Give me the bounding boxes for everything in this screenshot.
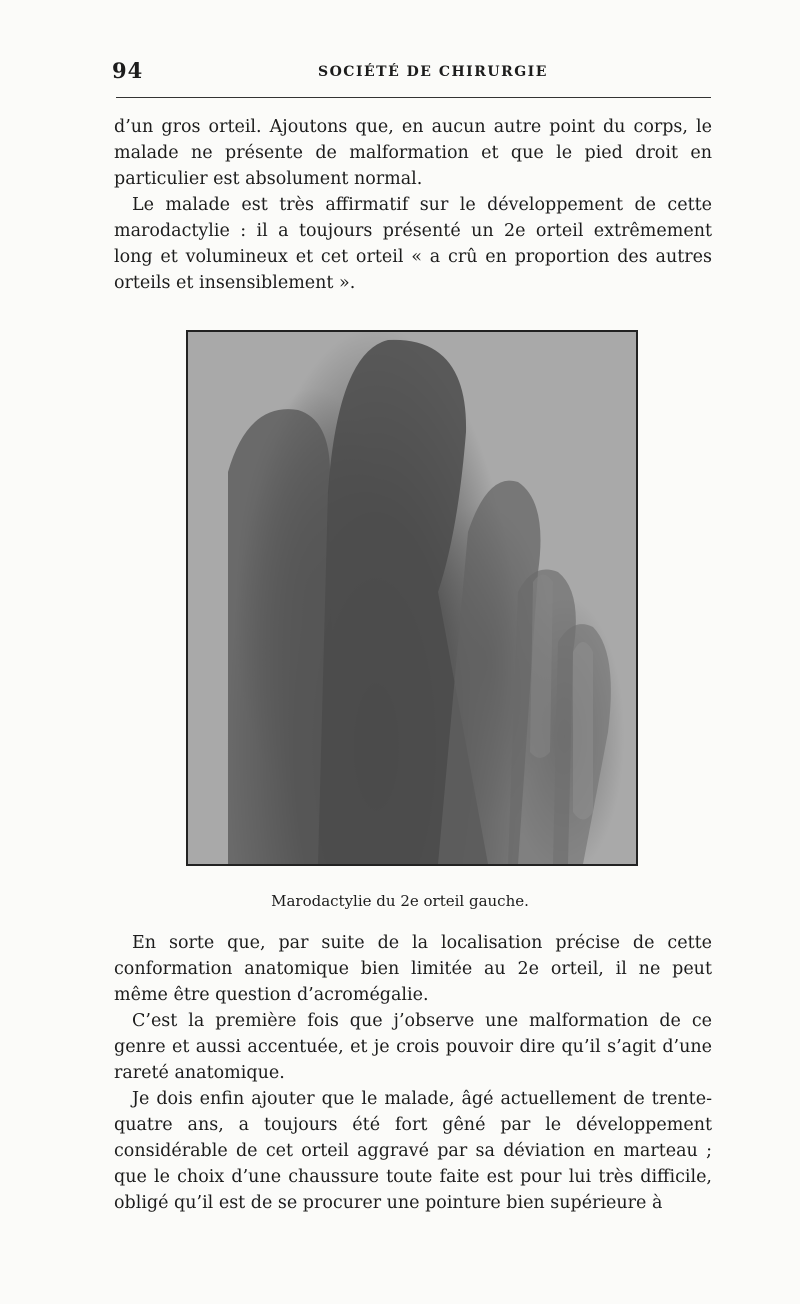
running-head: SOCIÉTÉ DE CHIRURGIE bbox=[318, 64, 548, 80]
xray-toe-shapes bbox=[188, 332, 636, 864]
paragraph: C’est la première fois que j’observe une malformation de ce genre et aussi accentuée, et je crois pouvoir dire qu’il s’agit d’une rareté anatomique. bbox=[114, 1011, 712, 1083]
figure-caption: Marodactylie du 2e orteil gauche. bbox=[271, 892, 529, 910]
paragraph: Le malade est très affirmatif sur le développement de cette marodactylie : il a toujours présenté un 2e orteil extrêmement long et volumineux et cet orteil « a crû en proportion des autres orteils et insensiblement ». bbox=[114, 195, 712, 293]
xray-figure bbox=[186, 330, 638, 866]
paragraph: En sorte que, par suite de la localisation précise de cette conformation anatomique bien limitée au 2e orteil, il ne peut même être question d’acromégalie. bbox=[114, 933, 712, 1005]
header-rule bbox=[116, 97, 711, 98]
paragraph: d’un gros orteil. Ajoutons que, en aucun autre point du corps, le malade ne présente de malformation et que le pied droit en particulier est absolument normal. bbox=[114, 117, 712, 189]
phalanx-bone bbox=[530, 575, 553, 759]
page-number: 94 bbox=[112, 58, 144, 83]
phalanx-bone bbox=[573, 642, 593, 820]
body-text-bottom bbox=[114, 930, 712, 1216]
paragraph: Je dois enfin ajouter que le malade, âgé actuellement de trente-quatre ans, a toujours été fort gêné par le développement considérable de cet orteil aggravé par sa déviation en marteau ; que le choix d’une chaussure toute faite est pour lui très difficile, obligé qu’il est de se procurer une pointure bien supérieure à bbox=[114, 1089, 712, 1213]
body-text-top bbox=[114, 114, 712, 296]
